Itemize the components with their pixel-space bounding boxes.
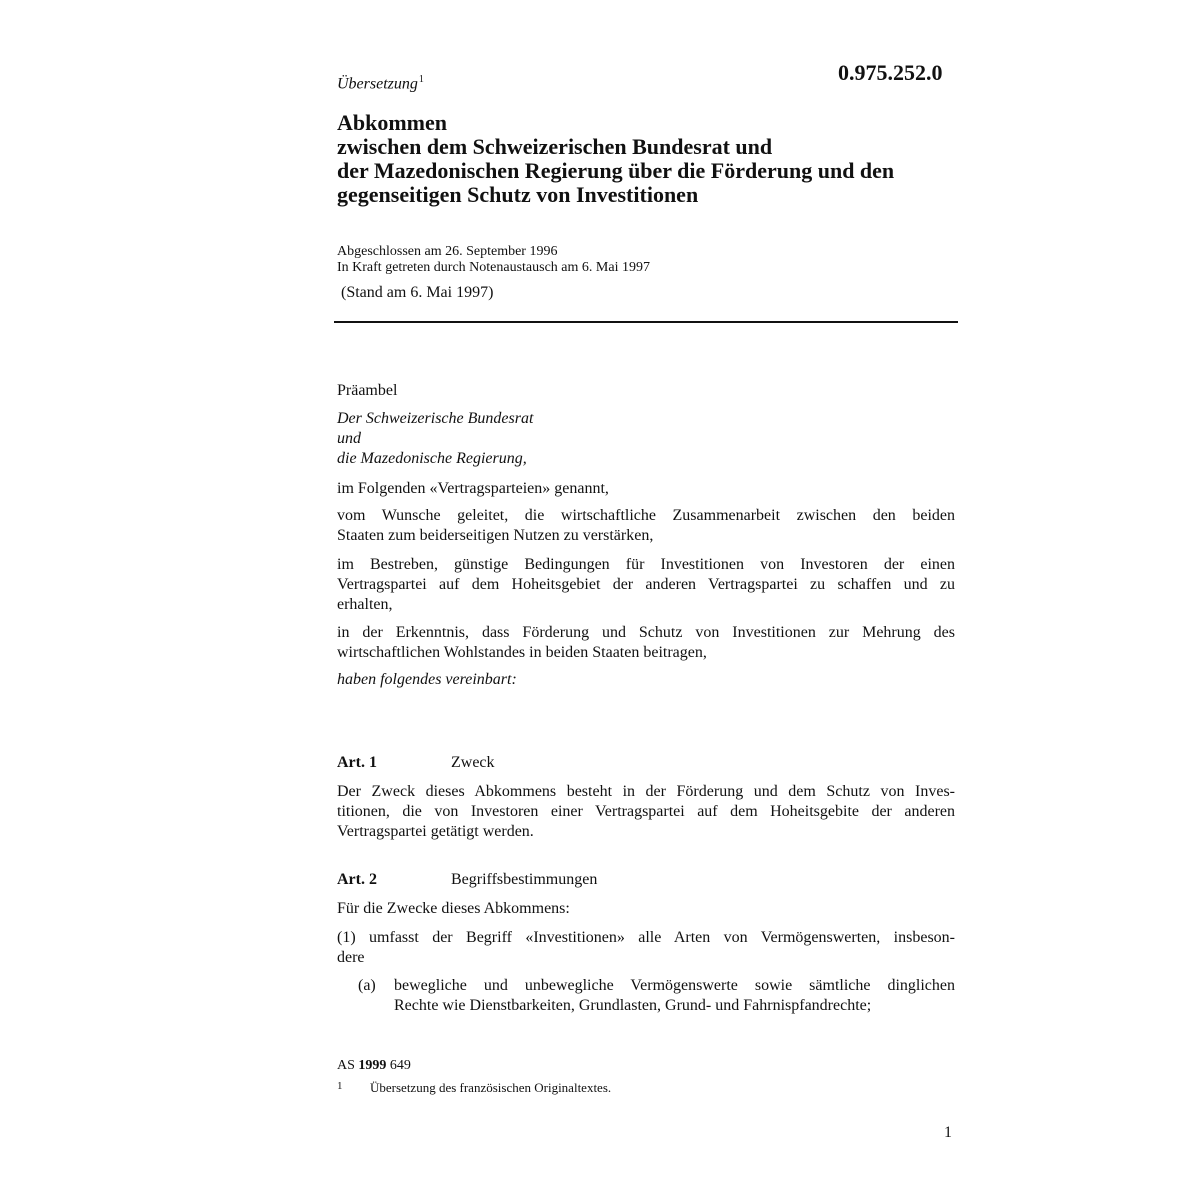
party-2: die Mazedonische Regierung, — [337, 450, 527, 467]
preamble-paragraph — [337, 555, 955, 615]
line: Vertragspartei getätigt werden. — [337, 823, 534, 840]
article-heading — [337, 871, 955, 889]
line: wirtschaftlichen Wohlstandes in beiden Staaten beitragen, — [337, 644, 707, 661]
line: im Bestreben, günstige Bedingungen für Investitionen von Investoren der einen — [337, 556, 955, 573]
article-heading — [337, 754, 955, 772]
article-title: Zweck — [451, 754, 495, 771]
line: Staaten zum beiderseitigen Nutzen zu verstärken, — [337, 527, 654, 544]
article-title: Begriffsbestimmungen — [451, 871, 598, 888]
line: dere — [337, 949, 365, 966]
article-intro: Für die Zwecke dieses Abkommens: — [337, 900, 570, 917]
preamble-heading: Präambel — [337, 382, 398, 399]
line: Rechte wie Dienstbarkeiten, Grundlasten, Grund- und Fahrnispfandrechte; — [394, 997, 872, 1014]
line: (1) umfasst der Begriff «Investitionen» alle Arten von Vermögenswerten, insbeson- — [337, 929, 955, 946]
article-number: Art. 2 — [337, 871, 377, 888]
line: bewegliche und unbewegliche Vermögenswerte sowie sämtliche dinglichen — [394, 977, 955, 994]
translation-label: Übersetzung$^1$ — [337, 74, 424, 93]
page-number: 1 — [944, 1124, 952, 1141]
footnote-text: Übersetzung des französischen Originaltextes. — [370, 1080, 612, 1095]
line: Vertragspartei auf dem Hoheitsgebiet der anderen Vertragspartei zu schaffen und zu — [337, 576, 955, 593]
line: Der Zweck dieses Abkommens besteht in der Förderung und dem Schutz von Inves- — [337, 783, 955, 800]
line: erhalten, — [337, 596, 393, 613]
title-line: Abkommen — [337, 110, 448, 135]
as-reference: AS 1999 649 — [337, 1058, 411, 1073]
preamble-named: im Folgenden «Vertragsparteien» genannt, — [337, 480, 609, 497]
title-line: zwischen dem Schweizerischen Bundesrat und — [337, 134, 773, 159]
in-force-date: In Kraft getreten durch Notenaustausch am 6. Mai 1997 — [337, 260, 650, 275]
line: vom Wunsche geleitet, die wirtschaftliche Zusammenarbeit zwischen den beiden — [337, 507, 955, 524]
article-text — [337, 782, 955, 842]
document-title — [337, 111, 955, 207]
sr-number: 0.975.252.0 — [838, 60, 943, 85]
party-and: und — [337, 430, 361, 447]
preamble-paragraph — [337, 623, 955, 663]
list-item — [394, 976, 955, 1016]
title-line: gegenseitigen Schutz von Investitionen — [337, 182, 699, 207]
preamble-parties — [337, 409, 955, 469]
footnote-ref[interactable]: 1 — [418, 74, 424, 85]
article-paragraph — [337, 928, 955, 968]
footnote-mark: 1 — [337, 1080, 343, 1092]
party-1: Der Schweizerische Bundesrat — [337, 410, 534, 427]
line: titionen, die von Investoren einer Vertragspartei auf dem Hoheitsgebite der anderen — [337, 803, 955, 820]
preamble-paragraph — [337, 506, 955, 546]
preamble-agreed: haben folgendes vereinbart: — [337, 671, 517, 688]
title-line: der Mazedonischen Regierung über die Förderung und den — [337, 158, 895, 183]
header-divider — [334, 321, 958, 323]
concluded-date: Abgeschlossen am 26. September 1996 — [337, 244, 558, 259]
footnote — [337, 1080, 611, 1096]
line: in der Erkenntnis, dass Förderung und Schutz von Investitionen zur Mehrung des — [337, 624, 955, 641]
document-meta — [337, 244, 955, 276]
article-number: Art. 1 — [337, 754, 377, 771]
list-item-label: (a) — [358, 977, 376, 994]
status-date: (Stand am 6. Mai 1997) — [341, 284, 494, 301]
